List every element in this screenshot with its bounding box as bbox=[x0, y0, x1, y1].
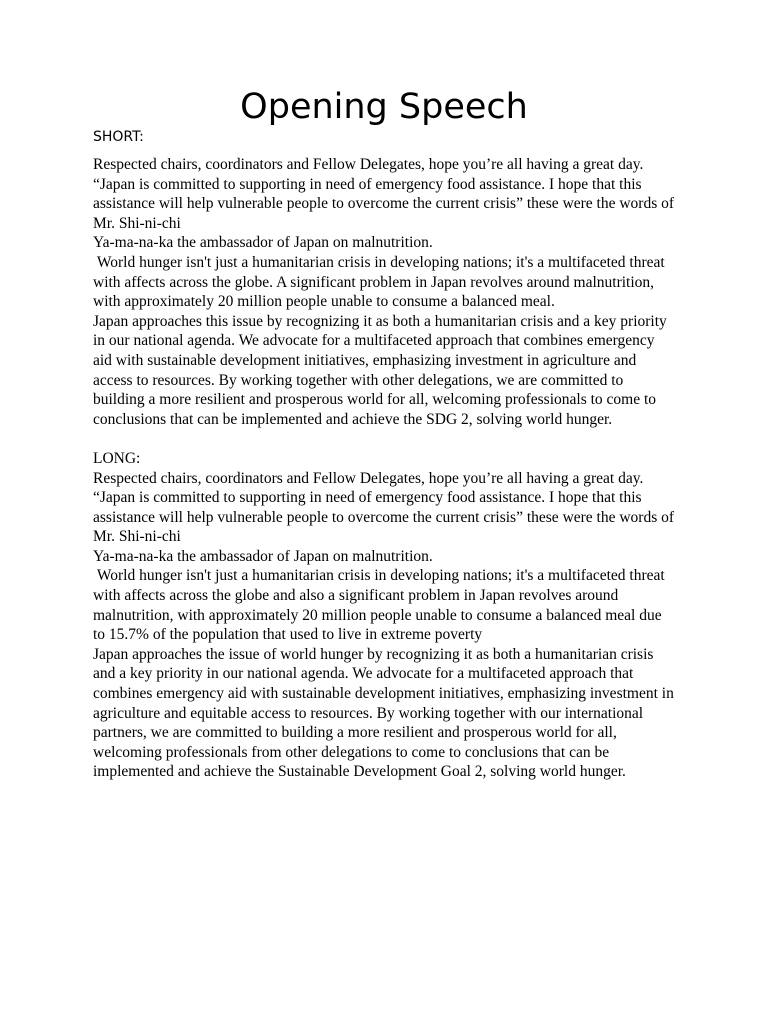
long-paragraph-4: Japan approaches the issue of world hunger by recognizing it as both a humanitarian crisis and a key priority in our national agenda. We advocate for a multifaceted approach that combines emergency aid with sustainable development initiatives, emphasizing investment in agriculture and equitable access to resources. By working together with our international partners, we are committed to building a more resilient and prosperous world for all, welcoming professionals from other delegations to come to conclusions that can be implemented and achieve the Sustainable Development Goal 2, solving world hunger. bbox=[93, 645, 678, 781]
short-paragraph-2: Ya-ma-na-ka the ambassador of Japan on malnutrition. bbox=[93, 234, 433, 252]
short-section bbox=[93, 155, 678, 429]
long-section-label: LONG: bbox=[93, 449, 141, 467]
short-section-label: SHORT: bbox=[93, 129, 144, 145]
section-spacer bbox=[93, 429, 675, 449]
long-paragraph-1: Respected chairs, coordinators and Fellow Delegates, hope you’re all having a great day. “Japan is committed to supporting in need of emergency food assistance. I hope that this assistance will help vulnerable people to overcome the current crisis” these were the words of Mr. Shi-ni-chi bbox=[93, 469, 678, 546]
long-paragraph-3: World hunger isn't just a humanitarian crisis in developing nations; it's a multifaceted threat with affects across the globe and also a significant problem in Japan revolves around malnutrition, with approximately 20 million people unable to consume a balanced meal due to 15.7% of the population that used to live in extreme poverty bbox=[93, 567, 669, 644]
short-paragraph-1: Respected chairs, coordinators and Fellow Delegates, hope you’re all having a great day. “Japan is committed to supporting in need of emergency food assistance. I hope that this assistance will help vulnerable people to overcome the current crisis” these were the words of Mr. Shi-ni-chi bbox=[93, 156, 678, 232]
document-body bbox=[93, 86, 678, 782]
short-paragraph-3: World hunger isn't just a humanitarian crisis in developing nations; it's a multifaceted threat with affects across the globe. A significant problem in Japan revolves around malnutrition, with approximately 20 million people unable to consume a balanced meal. bbox=[93, 253, 669, 311]
long-paragraph-2: Ya-ma-na-ka the ambassador of Japan on malnutrition. bbox=[93, 547, 433, 565]
page-title: Opening Speech bbox=[240, 87, 528, 127]
long-section bbox=[93, 469, 678, 783]
short-paragraph-4: Japan approaches this issue by recognizing it as both a humanitarian crisis and a key priority in our national agenda. We advocate for a multifaceted approach that combines emergency aid with sustainable development initiatives, emphasizing investment in agriculture and access to resources. By working together with other delegations, we are committed to building a more resilient and prosperous world for all, welcoming professionals to come to conclusions that can be implemented and achieve the SDG 2, solving world hunger. bbox=[93, 312, 671, 428]
